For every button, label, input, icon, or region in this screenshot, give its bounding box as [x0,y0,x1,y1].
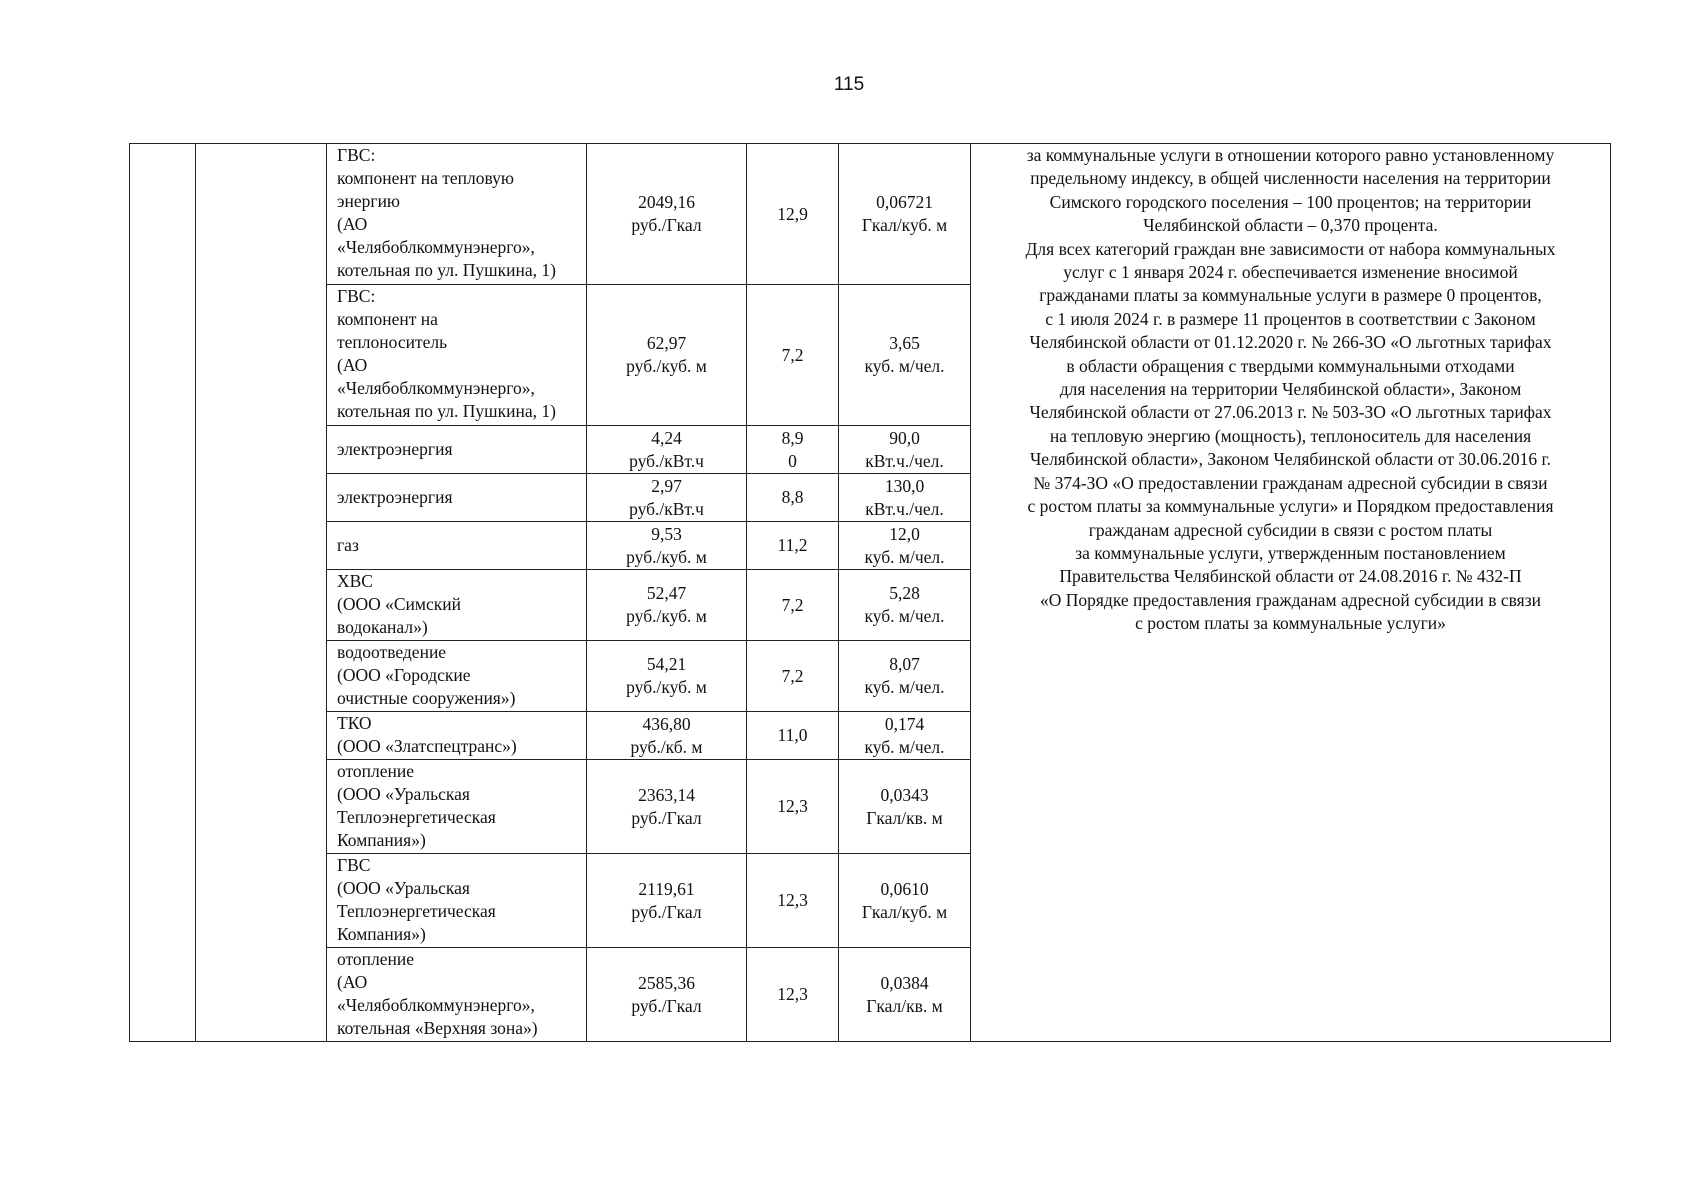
municipality-cell [196,144,327,1042]
tariff-cell: 2,97 руб./кВт.ч [587,474,747,522]
increase-cell: 7,2 [747,285,839,426]
increase-cell: 8,9 0 [747,426,839,474]
note-line: предельному индексу, в общей численности населения на территории [1030,168,1551,189]
note-line: за коммунальные услуги, утвержденным постановлением [1075,542,1506,563]
page-number: 115 [833,74,865,95]
norm-cell: 130,0 кВт.ч./чел. [839,474,971,522]
increase-cell: 8,8 [747,474,839,522]
norm-cell: 3,65 куб. м/чел. [839,285,971,426]
tariff-cell: 2363,14 руб./Гкал [587,760,747,854]
note-line: с ростом платы за коммунальные услуги» [1135,613,1446,634]
service-cell: водоотведение (ООО «Городские очистные сооружения») [327,641,587,712]
norm-cell: 8,07 куб. м/чел. [839,641,971,712]
service-cell: отопление (АО «Челябоблкоммунэнерго», котельная «Верхняя зона») [327,948,587,1042]
tariff-cell: 2119,61 руб./Гкал [587,854,747,948]
service-cell: отопление (ООО «Уральская Теплоэнергетическая Компания») [327,760,587,854]
increase-cell: 12,3 [747,760,839,854]
note-line: Челябинской области от 01.12.2020 г. № 266-ЗО «О льготных тарифах [1029,332,1552,353]
norm-cell: 0,0384 Гкал/кв. м [839,948,971,1042]
norm-cell: 0,174 куб. м/чел. [839,712,971,760]
service-cell: ТКО (ООО «Златспецтранс») [327,712,587,760]
norm-cell: 12,0 куб. м/чел. [839,522,971,570]
note-line: Челябинской области от 27.06.2013 г. № 503-ЗО «О льготных тарифах [1029,402,1552,423]
tariff-cell: 52,47 руб./куб. м [587,570,747,641]
service-cell: ГВС (ООО «Уральская Теплоэнергетическая Компания») [327,854,587,948]
note-line: для населения на территории Челябинской области», Законом [1059,379,1522,400]
norm-cell: 5,28 куб. м/чел. [839,570,971,641]
note-line: за коммунальные услуги в отношении которого равно установленному [1026,145,1555,165]
note-line: Челябинской области», Законом Челябинской области от 30.06.2016 г. [1029,449,1552,470]
service-cell: газ [327,522,587,570]
legal-note-cell [971,144,1611,1042]
service-cell: ГВС: компонент на теплоноситель (АО «Челябоблкоммунэнерго», котельная по ул. Пушкина, 1) [327,285,587,426]
tariff-table [129,143,1611,1042]
note-line: Для всех категорий граждан вне зависимости от набора коммунальных [1025,238,1556,259]
tariff-cell: 2049,16 руб./Гкал [587,144,747,285]
service-cell: ГВС: компонент на тепловую энергию (АО «Челябоблкоммунэнерго», котельная по ул. Пушкина, 1) [327,144,587,285]
increase-cell: 11,0 [747,712,839,760]
tariff-cell: 4,24 руб./кВт.ч [587,426,747,474]
note-line: с 1 июля 2024 г. в размере 11 процентов в соответствии с Законом [1045,308,1536,329]
norm-cell: 90,0 кВт.ч./чел. [839,426,971,474]
table-row [130,144,1611,285]
note-line: Правительства Челябинской области от 24.08.2016 г. № 432-П [1059,566,1522,587]
note-line: гражданам адресной субсидии в связи с ростом платы [1088,519,1493,540]
increase-cell: 12,9 [747,144,839,285]
note-line: «О Порядке предоставления гражданам адресной субсидии в связи [1039,589,1542,610]
increase-cell: 7,2 [747,641,839,712]
increase-cell: 11,2 [747,522,839,570]
norm-cell: 0,0610 Гкал/куб. м [839,854,971,948]
note-line: Симского городского поселения – 100 процентов; на территории [1049,191,1532,212]
tariff-cell: 62,97 руб./куб. м [587,285,747,426]
service-cell: электроэнергия [327,426,587,474]
row-number-cell [130,144,196,1042]
norm-cell: 0,0343 Гкал/кв. м [839,760,971,854]
increase-cell: 7,2 [747,570,839,641]
norm-cell: 0,06721 Гкал/куб. м [839,144,971,285]
note-line: с ростом платы за коммунальные услуги» и Порядком предоставления [1027,496,1554,517]
increase-cell: 12,3 [747,854,839,948]
service-cell: электроэнергия [327,474,587,522]
tariff-cell: 54,21 руб./куб. м [587,641,747,712]
note-line: на тепловую энергию (мощность), теплоноситель для населения [1049,425,1532,446]
note-line: гражданами платы за коммунальные услуги в размере 0 процентов, [1039,285,1542,306]
service-cell: ХВС (ООО «Симский водоканал») [327,570,587,641]
note-line: в области обращения с твердыми коммунальными отходами [1066,355,1515,376]
increase-cell: 12,3 [747,948,839,1042]
note-line: услуг с 1 января 2024 г. обеспечивается изменение вносимой [1063,262,1518,283]
note-line: Челябинской области – 0,370 процента. [1143,215,1438,236]
tariff-cell: 2585,36 руб./Гкал [587,948,747,1042]
tariff-cell: 436,80 руб./кб. м [587,712,747,760]
note-line: № 374-ЗО «О предоставлении гражданам адресной субсидии в связи [1033,472,1548,493]
tariff-cell: 9,53 руб./куб. м [587,522,747,570]
